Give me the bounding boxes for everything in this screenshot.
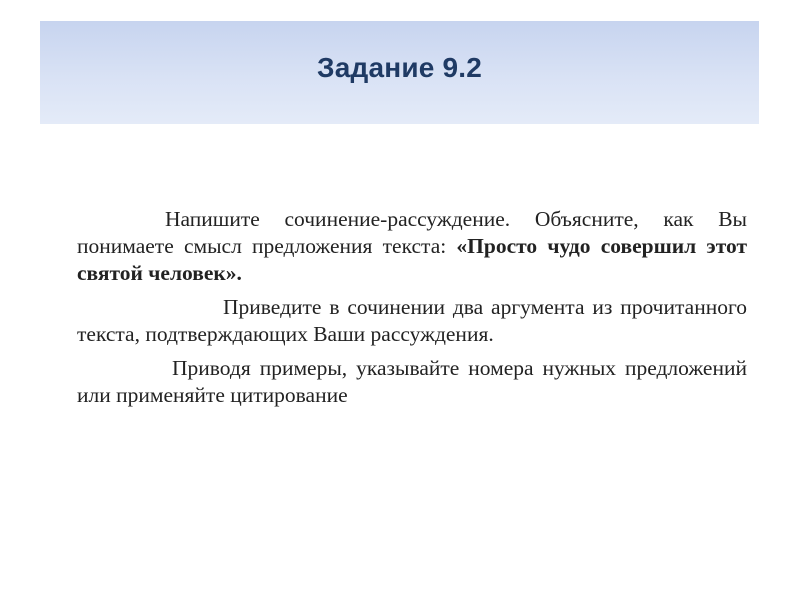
task-paragraph-3: Приводя примеры, указывайте номера нужных предложений или применяйте цитирование [77,356,747,407]
task-text [77,206,747,416]
task-paragraph-1 [77,206,747,287]
task-paragraph-2: Приведите в сочинении два аргумента из прочитанного текста, подтверждающих Ваши рассуждения. [77,295,747,346]
task-instruction: Напишите сочинение-рассуждение. Объясните, как Вы понимаете смысл предложения текста: [77,207,747,258]
task-quote: «Просто чудо совершил этот святой человек». [77,234,748,285]
title-banner [40,21,759,124]
slide-title: Задание 9.2 [316,51,483,83]
